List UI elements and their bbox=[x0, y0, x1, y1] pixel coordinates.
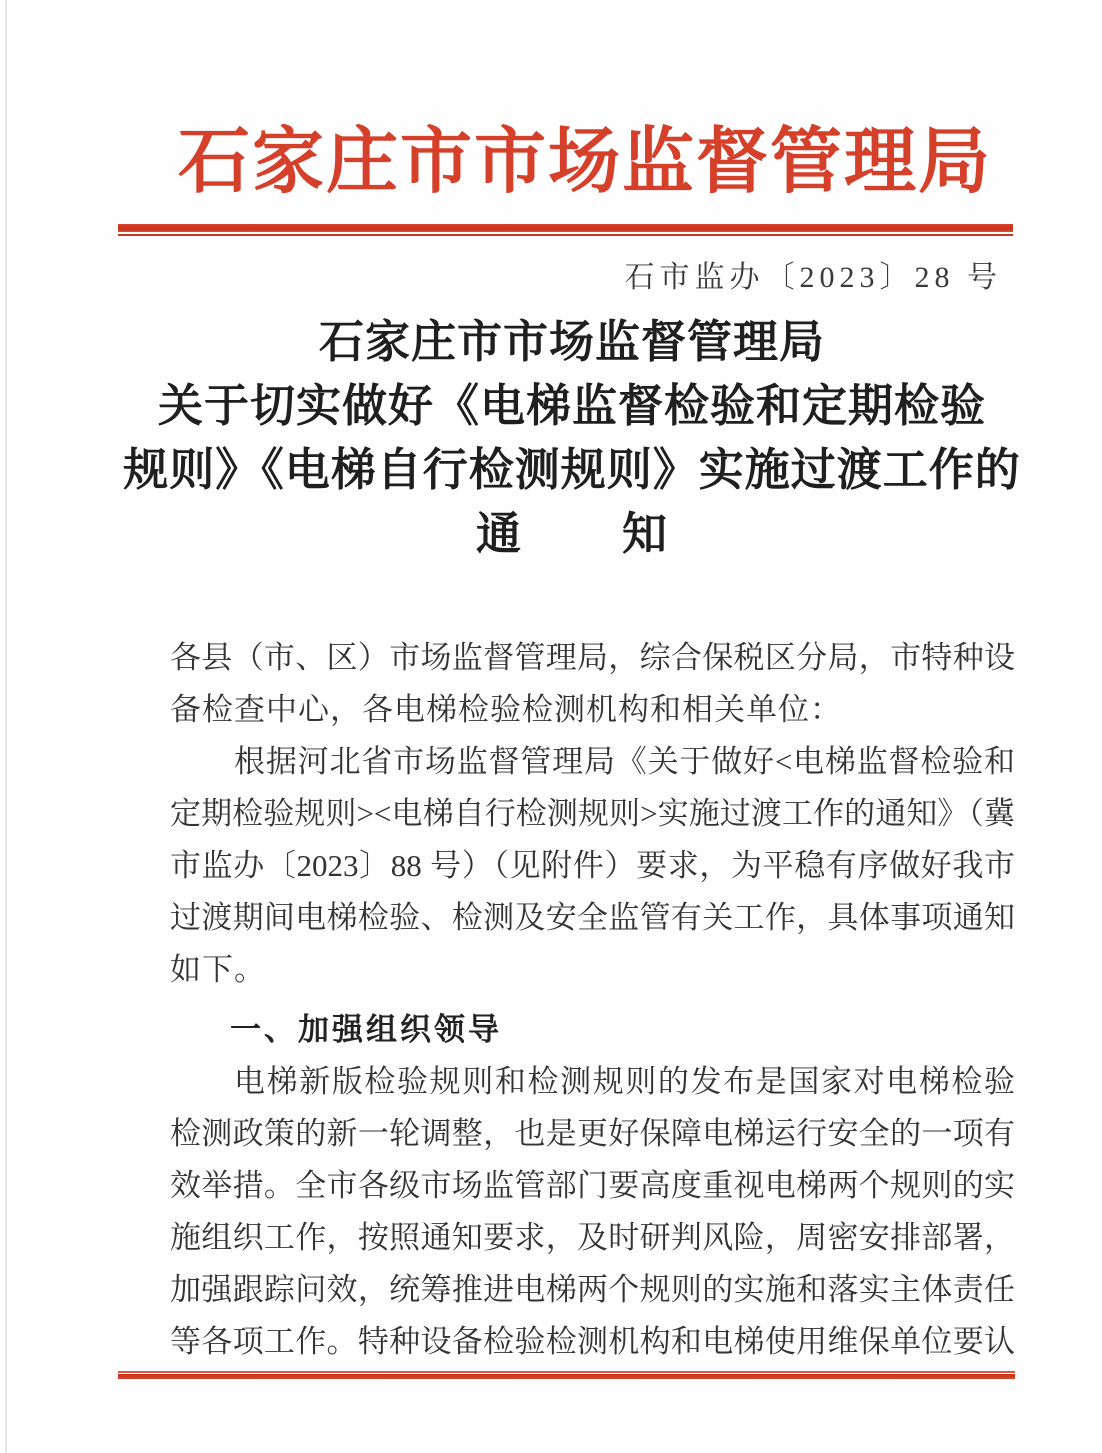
salutation-line: 各县（市、区）市场监督管理局，综合保税区分局，市特种设 bbox=[170, 640, 1015, 675]
body-line: 效举措。全市各级市场监管部门要高度重视电梯两个规则的实 bbox=[170, 1168, 1015, 1203]
document-title-line-3: 规则》《电梯自行检测规则》实施过渡工作的 bbox=[123, 445, 1021, 495]
body-line: 加强跟踪问效，统筹推进电梯两个规则的实施和落实主体责任 bbox=[170, 1272, 1015, 1307]
body-line: 等各项工作。特种设备检验检测机构和电梯使用维保单位要认 bbox=[170, 1324, 1015, 1359]
body-line: 施组织工作，按照通知要求，及时研判风险，周密安排部署， bbox=[170, 1220, 1015, 1255]
body-line: 定期检验规则><电梯自行检测规则>实施过渡工作的通知》（冀 bbox=[170, 796, 1015, 831]
salutation-line: 备检查中心，各电梯检验检测机构和相关单位： bbox=[170, 692, 842, 727]
body-line: 根据河北省市场监督管理局《关于做好<电梯监督检验和 bbox=[234, 744, 1015, 779]
body-line: 如下。 bbox=[170, 952, 266, 987]
notice-character-tong: 通 bbox=[475, 509, 522, 559]
document-body bbox=[170, 632, 1015, 1368]
letterhead-rule-thin-line bbox=[118, 234, 1013, 236]
body-line: 检测政策的新一轮调整，也是更好保障电梯运行安全的一项有 bbox=[170, 1116, 1015, 1151]
notice-character-zhi: 知 bbox=[622, 509, 669, 559]
document-title-line-1: 石家庄市市场监督管理局 bbox=[318, 317, 825, 367]
document-title-line-2: 关于切实做好《电梯监督检验和定期检验 bbox=[157, 381, 986, 431]
document-reference-number: 石市监办〔2023〕28 号 bbox=[624, 261, 1002, 294]
document-title-notice-line bbox=[72, 502, 1072, 566]
scan-edge-artifact bbox=[5, 0, 7, 1453]
letterhead-separator-rule bbox=[118, 224, 1013, 236]
body-line: 电梯新版检验规则和检测规则的发布是国家对电梯检验 bbox=[234, 1064, 1015, 1099]
letterhead-rule-thick-line bbox=[118, 224, 1013, 232]
footer-rule-thick-line bbox=[118, 1374, 1015, 1379]
body-line: 市监办〔2023〕88 号）（见附件）要求，为平稳有序做好我市 bbox=[170, 848, 1015, 883]
letterhead-agency-title: 石家庄市市场监督管理局 bbox=[177, 122, 992, 202]
document-title-block bbox=[72, 310, 1072, 566]
section-heading: 一、加强组织领导 bbox=[230, 1012, 502, 1047]
footer-rule-thin-line bbox=[118, 1371, 1015, 1373]
body-line: 过渡期间电梯检验、检测及安全监管有关工作，具体事项通知 bbox=[170, 900, 1015, 935]
page-footer-rule bbox=[118, 1371, 1015, 1379]
